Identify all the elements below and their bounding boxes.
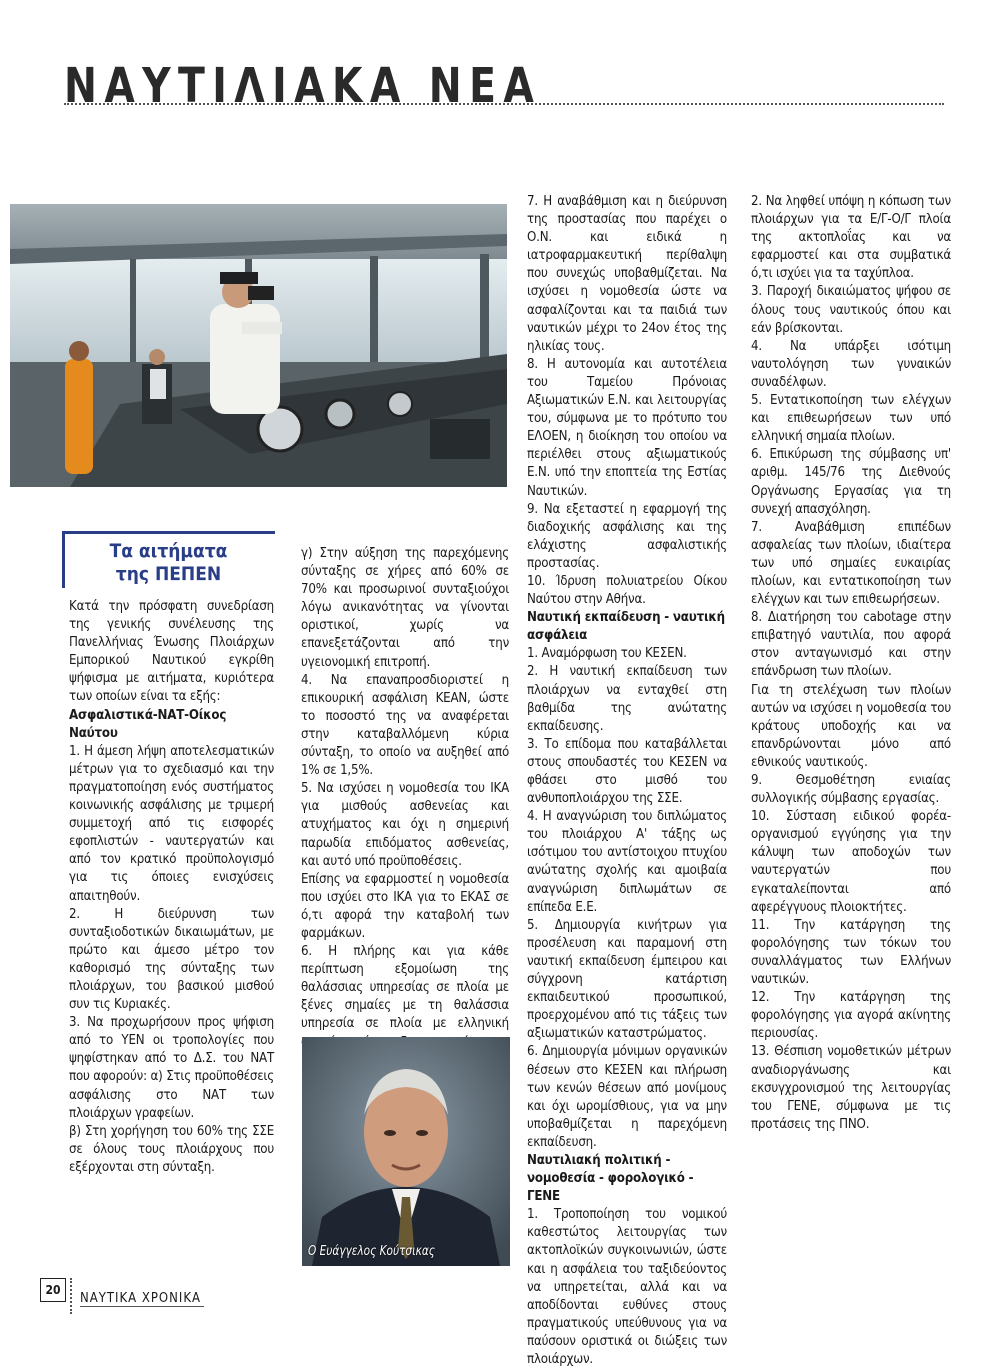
list-item: 7. Η αναβάθμιση και η διεύρυνση της προστασίας που παρέχει ο Ο.Ν. και ειδικά η ιατροφαρμακευτική περίθαλψη που συνεχώς υποβαθμίζεται. Να ισχύσει η νομοθεσία ώστε να ασφαλίζονται και τα παιδιά των ναυτικών μέχρι το 24ον έτος της ηλικίας τους.	[527, 194, 727, 354]
list-item: 6. Δημιουργία μόνιμων οργανικών θέσεων στο ΚΕΣΕΝ και πλήρωση των κενών θέσεων από μονίμους και όχι ωρομίσθιους, για να μην υποβαθμίζεται η παρεχόμενη εκπαίδευση.	[527, 1044, 727, 1150]
ship-bridge-photo	[10, 204, 507, 487]
list-item: 4. Να επαναπροσδιοριστεί η επικουρική ασφάλιση ΚΕΑΝ, ώστε το ποσοστό της να αναφέρεται στην καταβαλλόμενη κύρια σύνταξη, το οποίο να αυξηθεί από 1% σε 1,5%.	[301, 672, 509, 779]
list-item: 1. Η άμεση λήψη αποτελεσματικών μέτρων για το σχεδιασμό και την πραγματοποίηση ενός συστήματος κοινωνικής ασφάλισης με τριμερή συμμετοχή από τις εισφορές εφοπλιστών - ναυτεργατών και από τον κρατικό προϋπολογισμό για τις όποιες ενισχύσεις απαιτηθούν.	[69, 743, 274, 904]
masthead-rule	[64, 103, 944, 105]
list-item: 8. Η αυτονομία και αυτοτέλεια του Ταμείου Πρόνοιας Αξιωματικών Ε.Ν. και λειτουργίας του, σύμφωνα με το πρότυπο του ΕΛΟΕΝ, η διοίκηση του οποίου να περιέλθει στους αξιωματικούς Ε.Ν. υπό την εποπτεία της Εστίας Ναυτικών.	[527, 356, 727, 499]
list-item: 12. Την κατάργηση της φορολόγησης για αγορά ακίνητης περιουσίας.	[751, 990, 951, 1042]
masthead: ΝΑΥΤΙΛΙΑΚΑ ΝΕΑ	[64, 58, 542, 114]
list-item: 9. Να εξεταστεί η εφαρμογή της διαδοχικής ασφάλισης και της ελάχιστης ασφαλιστικής προστασίας.	[527, 501, 727, 571]
list-item: γ) Στην αύξηση της παρεχόμενης σύνταξης σε χήρες από 60% σε 70% και προσωρινοί συνταξιούχοι λόγω ανικανότητας να γίνονται οριστικοί, χωρίς να επανεξετάζονται από την υγειονομική επιτροπή.	[301, 546, 509, 670]
article-title	[62, 540, 275, 586]
list-item: Για τη στελέχωση των πλοίων αυτών να ισχύσει η νομοθεσία του κράτους υποδοχής και να επανδρώνονται μόνο από εθνικούς ναυτικούς.	[751, 682, 951, 770]
list-item: 10. Σύσταση ειδικού φορέα-οργανισμού εγγύησης για την κάλυψη των αποδοχών των ναυτεργατών που εγκαταλείπονται από αφερέγγυους πλοιοκτήτες.	[751, 809, 951, 915]
list-item: 10. Ίδρυση πολυιατρείου Οίκου Ναύτου στην Αθήνα.	[527, 573, 727, 608]
list-item: 6. Επικύρωση της σύμβασης υπ' αριθμ. 145/76 της Διεθνούς Οργάνωσης Εργασίας για τη συνεχή απασχόληση.	[751, 447, 951, 517]
section1-heading: Ασφαλιστικά-ΝΑΤ-Οίκος Ναύτου	[69, 707, 227, 741]
list-item: 3. Το επίδομα που καταβάλλεται στους σπουδαστές του ΚΕΣΕΝ να φθάσει στο μισθό του ανθυποπλοιάρχου της ΣΣΕ.	[527, 736, 727, 807]
section3-heading: Ναυτιλιακή πολιτική - νομοθεσία - φορολογικό - ΓΕΝΕ	[527, 1152, 694, 1205]
article-intro: Κατά την πρόσφατη συνεδρίαση της γενικής συνέλευσης της Πανελλήνιας Ένωσης Πλοιάρχων Εμπορικού Ναυτικού εγκρίθη ψήφισμα με αιτήματα, κυριότερα των οποίων είναι τα εξής:	[69, 599, 274, 705]
list-item: 1. Τροποποίηση του νομικού καθεστώτος λειτουργίας των ακτοπλοϊκών συγκοινωνιών, ώστε και η ασφάλεια του ταξιδεύοντος να υπηρετείται, αλλά και να αποδίδονται ευθύνες στους πραγματικούς υπεύθυνους για να παύσουν οριστικά οι διώξεις των πλοιάρχων.	[527, 1207, 727, 1367]
column-1	[69, 598, 274, 1177]
portrait-photo	[302, 1037, 510, 1266]
journal-name: ΝΑΥΤΙΚΑ ΧΡΟΝΙΚΑ	[80, 1291, 201, 1306]
portrait-caption: Ο Ευάγγελος Κούτσικας	[308, 1244, 435, 1259]
footer-rule	[80, 1306, 204, 1307]
list-item: 4. Η αναγνώριση του διπλώματος του πλοιάρχου Α' τάξης ως ισότιμου του αντίστοιχου πτυχίου ανώτατης σχολής και αμοιβαία αναγνώριση διπλωμάτων σε επίπεδα Ε.Ε.	[527, 809, 727, 915]
list-item: 9. Θεσμοθέτηση ενιαίας συλλογικής σύμβασης εργασίας.	[751, 773, 951, 807]
list-item: 5. Να ισχύσει η νομοθεσία του ΙΚΑ για μισθούς ασθενείας και ατυχήματος και όχι η σημερινή παρωδία επιδόματος ασθενείας, και αυτό υπό προϋποθέσεις.	[301, 781, 509, 869]
column-2	[301, 545, 509, 1052]
list-item: 3. Παροχή δικαιώματος ψήφου σε όλους τους ναυτικούς όπου και εάν βρίσκονται.	[751, 284, 951, 336]
section2-heading: Ναυτική εκπαίδευση - ναυτική ασφάλεια	[527, 610, 725, 644]
list-item: β) Στη χορήγηση του 60% της ΣΣΕ σε όλους τους πλοιάρχους που εξέρχονται στη σύνταξη.	[69, 1123, 274, 1175]
list-item: 2. Η διεύρυνση των συνταξιοδοτικών δικαιωμάτων, με πρώτο και άμεσο μέτρο τον καθορισμό της σύνταξης των πλοιάρχων, του βασικού μισθού συν τις Κυριακές.	[69, 906, 274, 1013]
list-item: 4. Να υπάρξει ισότιμη ναυτολόγηση των γυναικών συναδέλφων.	[751, 338, 951, 390]
list-item: Επίσης να εφαρμοστεί η νομοθεσία που ισχύει στο ΙΚΑ για το ΕΚΑΣ σε ό,τι αφορά την καταβολή των φαρμάκων.	[301, 871, 509, 941]
list-item: 2. Η ναυτική εκπαίδευση των πλοιάρχων να ενταχθεί στη βαθμίδα της ανώτατης εκπαίδευσης.	[527, 664, 727, 734]
list-item: 7. Αναβάθμιση επιπέδων ασφαλείας των πλοίων, ιδιαίτερα των υπό σημαίες ευκαιρίας πλοίων, και εντατικοποίηση των ελέγχων και των επιθεωρήσεων.	[751, 519, 951, 608]
list-item: 5. Δημιουργία κινήτρων για προσέλευση και παραμονή στη ναυτική εκπαίδευση έμπειρου και σύγχρονη κατάρτιση εκπαιδευτικού προσωπικού, προερχομένου από τις τάξεις των αξιωματικών καταστρώματος.	[527, 917, 727, 1042]
list-item: 13. Θέσπιση νομοθετικών μέτρων αναδιοργάνωσης και εκσυγχρονισμού της λειτουργίας του ΓΕΝΕ, σύμφωνα με τις προτάσεις της ΠΝΟ.	[751, 1044, 951, 1132]
column-4	[751, 193, 951, 1134]
page-number: 20	[40, 1278, 66, 1302]
footer-divider	[70, 1278, 72, 1314]
list-item: 8. Διατήρηση του cabotage στην επιβατηγό ναυτιλία, που αφορά στον ανταγωνισμό και στην επάνδρωση των πλοίων.	[751, 610, 951, 680]
list-item: 1. Αναμόρφωση του ΚΕΣΕΝ.	[527, 646, 687, 662]
list-item: 6. Η πλήρης και για κάθε περίπτωση εξομοίωση της θαλάσσιας υπηρεσίας σε πλοία με ξένες σημαίες με τη θαλάσσια υπηρεσία σε πλοία με ελληνική	[301, 944, 509, 1032]
article-title-line1: Τα αιτήματα	[109, 540, 228, 562]
list-item: 11. Την κατάργηση της φορολόγησης των τόκων του συναλλάγματος των Ελλήνων ναυτικών.	[751, 917, 951, 988]
list-item: 2. Να ληφθεί υπόψη η κόπωση των πλοιάρχων για τα Ε/Γ-Ο/Γ πλοία της ακτοπλοΐας και να εφαρμοστεί και στα συμβατικά ό,τι ισχύει για τα ταχύπλοα.	[751, 194, 951, 282]
article-title-line2: της ΠΕΠΕΝ	[115, 563, 222, 585]
list-item: 3. Να προχωρήσουν προς ψήφιση από το ΥΕΝ οι τροπολογίες που ψηφίστηκαν από το Δ.Σ. του ΝΑΤ που αφορούν: α) Στις προϋποθέσεις ασφάλισης στο ΝΑΤ των πλοιάρχων γραφείων.	[69, 1015, 274, 1121]
column-3	[527, 193, 727, 1369]
list-item: 5. Εντατικοποίηση των ελέγχων και επιθεωρήσεων των υπό ελληνική σημαία πλοίων.	[751, 393, 951, 445]
